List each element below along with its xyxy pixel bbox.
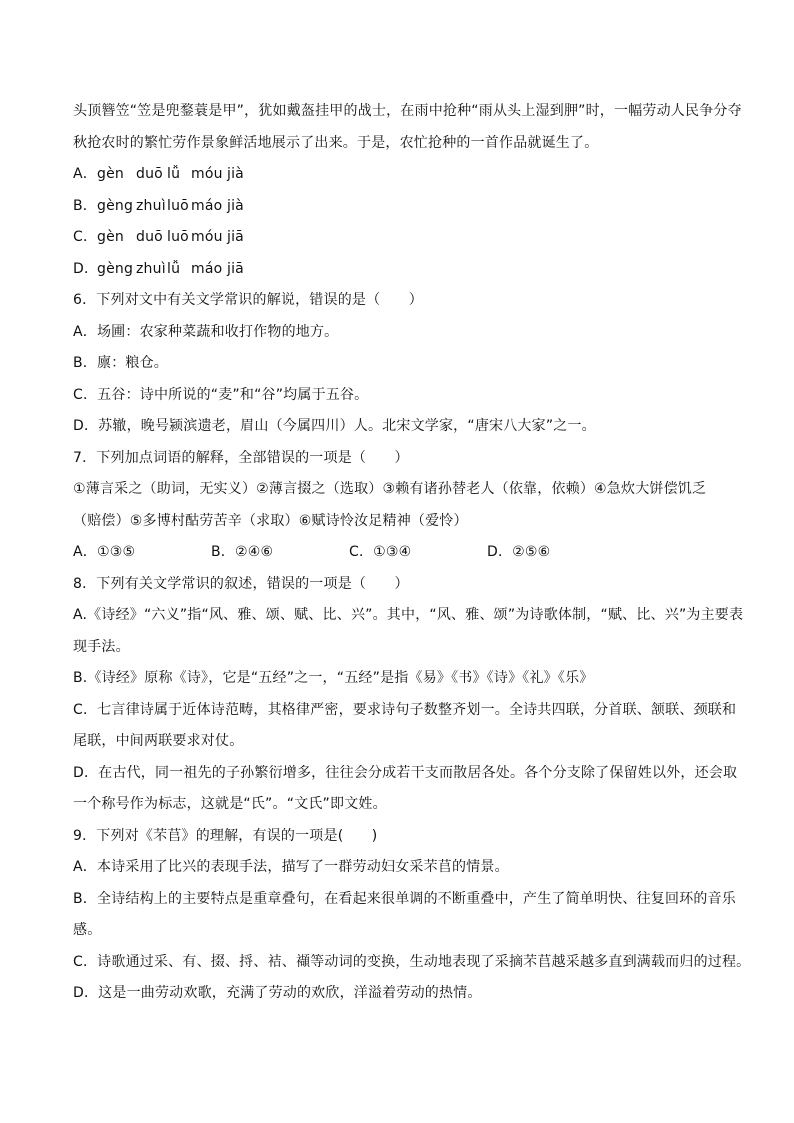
q7-option-c: C．①③④ — [349, 544, 412, 560]
pinyin: lǚ — [167, 260, 181, 277]
paragraph-line-2: 秋抢农时的繁忙劳作景象鲜活地展示了出来。于是，农忙抢种的一首作品就诞生了。 — [73, 134, 599, 151]
pinyin: jiā — [227, 229, 244, 245]
q9-stem: 9．下列对《芣苢》的理解，有误的一项是( ) — [73, 827, 378, 844]
pinyin: jiā — [227, 260, 244, 277]
q6-option-d: D．苏辙，晚号颍滨遗老，眉山（今属四川）人。北宋文学家，“唐宋八大家”之一。 — [73, 418, 596, 434]
q8-stem: 8．下列有关文学常识的叙述，错误的一项是（ ） — [73, 575, 409, 592]
pinyin: lǚ — [167, 166, 181, 182]
q9-option-b-line-1: B．全诗结构上的主要特点是重章叠句，在看起来很单调的不断重叠中，产生了简单明快、往复回环的音乐 — [73, 890, 737, 907]
pinyin: gèng — [97, 197, 134, 214]
pinyin: jià — [227, 166, 244, 182]
q9-option-d: D．这是一曲劳动欢歌，充满了劳动的欢欣，洋溢着劳动的热情。 — [73, 985, 482, 1001]
pinyin: gèng — [97, 260, 134, 277]
option-label: B． — [73, 197, 98, 214]
exam-content — [73, 96, 751, 1010]
q7-option-d: D．②⑤⑥ — [487, 544, 551, 560]
pinyin: gèn — [97, 166, 124, 182]
pinyin: jià — [227, 197, 244, 214]
pinyin: duō — [136, 229, 163, 245]
option-label: C． — [73, 229, 98, 245]
q8-option-d-line-1: D．在古代，同一祖先的子孙繁衍增多，往往会分成若干支而散居各处。各个分支除了保留姓以外，还会取 — [73, 764, 738, 781]
pinyin: zhuì — [136, 260, 166, 277]
option-label: A． — [73, 166, 97, 182]
q9-option-a: A．本诗采用了比兴的表现手法，描写了一群劳动妇女采芣苢的情景。 — [73, 859, 509, 875]
pinyin: luō — [167, 197, 189, 214]
q8-option-d-line-2: 一个称号作为标志，这就是“氏”。“文氏”即文姓。 — [73, 796, 387, 812]
q6-option-a: A．场圃：农家种菜蔬和收打作物的地方。 — [73, 323, 339, 340]
q6-stem: 6．下列对文中有关文学常识的解说，错误的是（ ） — [73, 292, 423, 308]
pinyin: zhuì — [136, 197, 166, 214]
q9-option-b-line-2: 感。 — [73, 922, 102, 938]
q8-option-a-line-2: 现手法。 — [73, 638, 130, 655]
pinyin: máo — [191, 197, 223, 214]
q5-option-c — [73, 222, 725, 254]
q7-option-a: A．①③⑤ — [73, 544, 136, 560]
pinyin: duō — [136, 166, 163, 182]
pinyin: luō — [167, 229, 189, 245]
q8-option-c-line-1: C．七言律诗属于近体诗范畴，其格律严密，要求诗句子数整齐划一。全诗共四联，分首联、颔联、颈联和 — [73, 701, 737, 718]
q7-options — [73, 537, 725, 569]
pinyin: móu — [191, 166, 223, 182]
pinyin: gèn — [97, 229, 124, 245]
pinyin: móu — [191, 229, 223, 245]
pinyin: máo — [191, 260, 223, 277]
q5-option-d — [73, 254, 725, 286]
q8-option-c-line-2: 尾联，中间两联要求对仗。 — [73, 733, 244, 749]
q7-option-b: B．②④⑥ — [211, 544, 274, 560]
q6-option-c: C．五谷：诗中所说的“麦”和“谷”均属于五谷。 — [73, 386, 369, 403]
option-label: D． — [73, 260, 99, 277]
paragraph-line-1: 头顶簪笠“笠是兜鍪蓑是甲”，犹如戴盔挂甲的战士，在雨中抢种“雨从头上湿到胛”时，一幅劳动人民争分夺 — [73, 103, 742, 119]
q8-option-b: B.《诗经》原称《诗》，它是“五经”之一，“五经”是指《易》《书》《诗》《礼》《乐》 — [73, 670, 594, 686]
q8-option-a-line-1: A.《诗经》“六义”指“风、雅、颂、赋、比、兴”。其中，“风、雅、颂”为诗歌体制，“赋、比、兴”为主要表 — [73, 607, 744, 623]
q9-option-c: C．诗歌通过采、有、掇、捋、袺、襭等动词的变换，生动地表现了采摘芣苢越采越多直到满载而归的过程。 — [73, 953, 751, 970]
q7-stem: 7．下列加点词语的解释，全部错误的一项是（ ） — [73, 449, 409, 466]
q7-items-line-1: ①薄言采之（助词，无实义）②薄言掇之（选取）③赖有诸孙替老人（依靠，依赖）④急炊大饼偿饥乏 — [73, 481, 707, 497]
q5-option-b — [73, 191, 725, 223]
q7-items-line-2: （赔偿）⑤多博村酤劳苦辛（求取）⑥赋诗怜汝足精神（爱怜） — [73, 512, 468, 529]
q6-option-b: B．廪：粮仓。 — [73, 355, 169, 371]
q5-option-a — [73, 159, 725, 191]
